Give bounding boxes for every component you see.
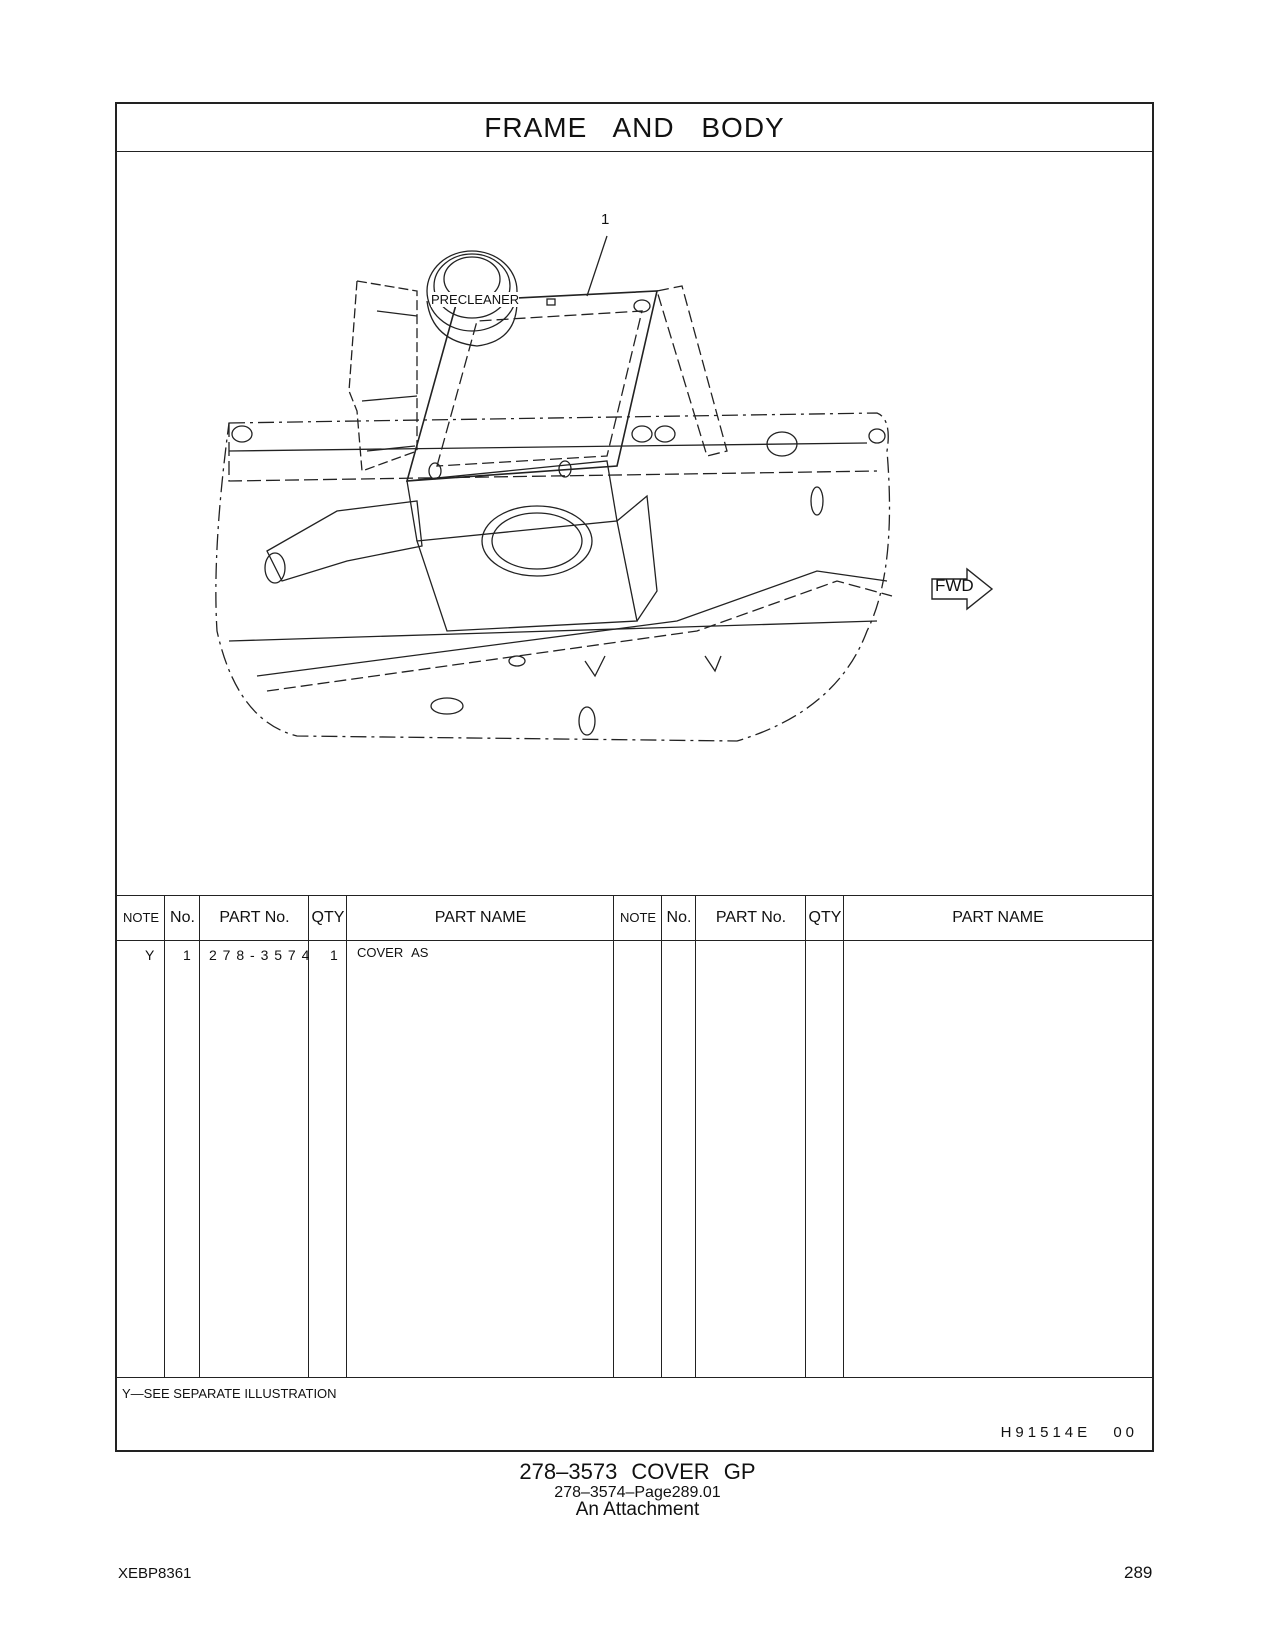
- row-qty: 1: [330, 947, 338, 963]
- header-part-no-right: PART No.: [715, 909, 787, 926]
- callout-number: 1: [601, 211, 610, 228]
- row-part-no: 2 7 8 - 3 5 7 4: [209, 947, 311, 963]
- illustration-code-id: H91514E: [1000, 1424, 1092, 1441]
- header-qty: QTY: [311, 909, 345, 926]
- header-part-no: PART No.: [219, 909, 290, 926]
- parts-page-frame: [115, 102, 1154, 1452]
- header-no: No.: [170, 909, 195, 926]
- page-title: FRAME AND BODY: [117, 104, 1152, 152]
- parts-illustration: [117, 151, 1152, 896]
- header-qty-right: QTY: [808, 909, 842, 926]
- header-no-right: No.: [666, 909, 692, 926]
- illustration-code-rev: 00: [1113, 1424, 1138, 1441]
- header-part-name-right: PART NAME: [952, 909, 1044, 926]
- header-note-right: NOTE: [619, 910, 657, 925]
- parts-table: [117, 895, 1152, 1378]
- frame-body-drawing: [117, 151, 1152, 895]
- page-reference: 278–3574–Page289.01: [554, 1484, 721, 1501]
- row-part-name: COVER AS: [357, 945, 429, 960]
- group-caption: 278–3573 COVER GP: [519, 1459, 756, 1484]
- page-number: 289: [1124, 1563, 1153, 1582]
- header-part-name: PART NAME: [434, 909, 527, 926]
- row-no: 1: [183, 947, 191, 963]
- illustration-code: [1001, 1424, 1138, 1441]
- precleaner-label: PRECLEANER: [431, 292, 520, 307]
- fwd-label: FWD: [935, 576, 974, 595]
- footnote: Y—SEE SEPARATE ILLUSTRATION: [122, 1386, 337, 1401]
- attachment-caption: An Attachment: [575, 1499, 700, 1520]
- header-note: NOTE: [122, 910, 160, 925]
- row-note: Y: [145, 947, 155, 963]
- document-number: XEBP8361: [118, 1565, 192, 1582]
